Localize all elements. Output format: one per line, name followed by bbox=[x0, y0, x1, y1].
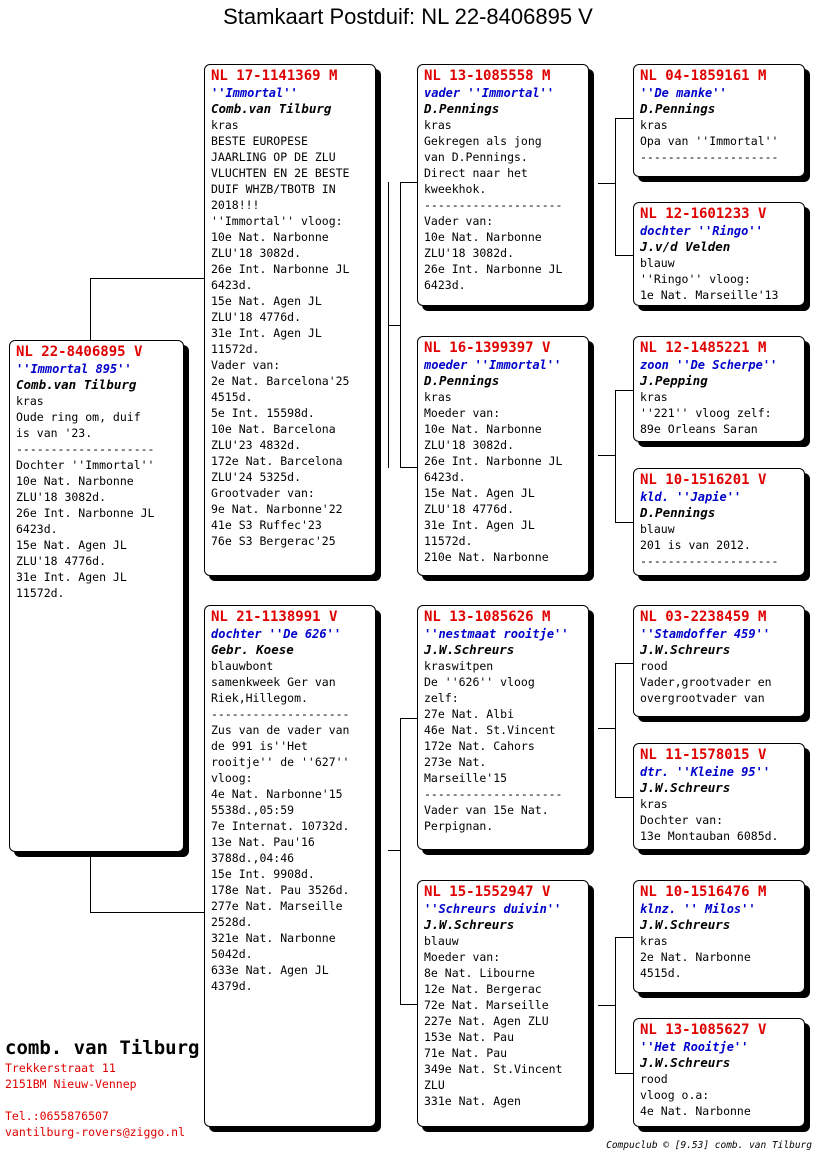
detail-line: 76e S3 Bergerac'25 bbox=[211, 534, 336, 548]
owner-name: Comb.van Tilburg bbox=[16, 377, 137, 392]
pigeon-card-mother-father-mother bbox=[633, 743, 805, 850]
detail-line: 8e Nat. Libourne bbox=[424, 966, 535, 980]
detail-line: -------------------- bbox=[16, 442, 155, 456]
ring-number: NL 21-1138991 V bbox=[211, 609, 338, 625]
pigeon-card-father-father-father bbox=[633, 64, 805, 177]
detail-line: 2528d. bbox=[211, 915, 253, 929]
detail-line: Vader van: bbox=[424, 214, 494, 228]
connector-line bbox=[615, 390, 616, 523]
detail-line: 31e Int. Agen JL bbox=[16, 570, 127, 584]
detail-line: 2018!!! bbox=[211, 198, 260, 212]
connector-line bbox=[598, 1005, 615, 1006]
detail-line: blauwbont bbox=[211, 659, 274, 673]
detail-line: 6423d. bbox=[424, 278, 466, 292]
detail-line: 11572d. bbox=[16, 586, 65, 600]
detail-line: 4e Nat. Narbonne bbox=[640, 1104, 751, 1118]
detail-line: 277e Nat. Marseille bbox=[211, 899, 343, 913]
detail-line: ''221'' vloog zelf: bbox=[640, 406, 772, 420]
pigeon-name: ''Immortal 895'' bbox=[16, 362, 132, 376]
pigeon-name: ''De manke'' bbox=[640, 86, 727, 100]
detail-line: 172e Nat. Barcelona bbox=[211, 454, 343, 468]
detail-line: Dochter van: bbox=[640, 813, 724, 827]
detail-line: 2e Nat. Barcelona'25 bbox=[211, 374, 350, 388]
detail-line: ZLU'18 4776d. bbox=[211, 310, 302, 324]
detail-line: 178e Nat. Pau 3526d. bbox=[211, 883, 350, 897]
detail-line: 5e Int. 15598d. bbox=[211, 406, 315, 420]
detail-line: 26e Int. Narbonne JL bbox=[211, 262, 350, 276]
owner-name: J.W.Schreurs bbox=[640, 642, 731, 657]
detail-line: 4515d. bbox=[640, 966, 682, 980]
ring-number: NL 10-1516201 V bbox=[640, 472, 767, 488]
pigeon-card-father-mother-mother bbox=[633, 468, 805, 576]
ring-number: NL 13-1085627 V bbox=[640, 1022, 767, 1038]
detail-line: 201 is van 2012. bbox=[640, 538, 751, 552]
ring-number: NL 16-1399397 V bbox=[424, 340, 551, 356]
connector-line bbox=[400, 182, 417, 183]
connector-line bbox=[400, 182, 401, 468]
detail-line: Direct naar het bbox=[424, 166, 528, 180]
detail-line: kras bbox=[640, 934, 668, 948]
detail-line: ''Ringo'' vloog: bbox=[640, 272, 751, 286]
ring-number: NL 10-1516476 M bbox=[640, 884, 767, 900]
detail-line: 633e Nat. Agen JL bbox=[211, 963, 329, 977]
detail-line: Zus van de vader van bbox=[211, 723, 350, 737]
pigeon-card-father-mother bbox=[417, 336, 589, 576]
detail-line: -------------------- bbox=[640, 554, 779, 568]
detail-line: 41e S3 Ruffec'23 bbox=[211, 518, 322, 532]
breeder-email: vantilburg-rovers@ziggo.nl bbox=[5, 1125, 186, 1139]
pigeon-name: vader ''Immortal'' bbox=[424, 86, 555, 100]
detail-line: 10e Nat. Narbonne bbox=[424, 230, 542, 244]
detail-line: 31e Int. Agen JL bbox=[424, 518, 535, 532]
detail-line: kras bbox=[640, 797, 668, 811]
detail-line: Grootvader van: bbox=[211, 486, 315, 500]
detail-line: 31e Int. Agen JL bbox=[211, 326, 322, 340]
breeder-city: 2151BM Nieuw-Vennep bbox=[5, 1077, 137, 1091]
detail-line: samenkweek Ger van bbox=[211, 675, 336, 689]
pigeon-card-mother-mother-father bbox=[633, 880, 805, 993]
detail-line: 349e Nat. St.Vincent bbox=[424, 1062, 563, 1076]
pigeon-name: dochter ''Ringo'' bbox=[640, 224, 763, 238]
owner-name: J.W.Schreurs bbox=[640, 917, 731, 932]
pigeon-name: ''Het Rooitje'' bbox=[640, 1040, 749, 1054]
detail-line: 9e Nat. Narbonne'22 bbox=[211, 502, 343, 516]
detail-line: JAARLING OP DE ZLU bbox=[211, 150, 336, 164]
detail-line: 15e Nat. Agen JL bbox=[211, 294, 322, 308]
detail-line: 153e Nat. Pau bbox=[424, 1030, 515, 1044]
owner-name: D.Pennings bbox=[640, 505, 716, 520]
detail-line: ZLU'18 3082d. bbox=[16, 490, 107, 504]
pigeon-name: moeder ''Immortal'' bbox=[424, 358, 562, 372]
detail-line: Vader,grootvader en bbox=[640, 675, 772, 689]
detail-line: rood bbox=[640, 659, 668, 673]
detail-line: 15e Nat. Agen JL bbox=[16, 538, 127, 552]
pigeon-card-father-father-mother bbox=[633, 202, 805, 306]
detail-line: ZLU'18 4776d. bbox=[16, 554, 107, 568]
detail-line: 7e Internat. 10732d. bbox=[211, 819, 350, 833]
ring-number: NL 12-1485221 M bbox=[640, 340, 767, 356]
detail-line: 27e Nat. Albi bbox=[424, 707, 515, 721]
detail-line: rood bbox=[640, 1072, 668, 1086]
connector-line bbox=[615, 937, 616, 1074]
detail-line: 13e Montauban 6085d. bbox=[640, 829, 779, 843]
detail-line: De ''626'' vloog bbox=[424, 675, 535, 689]
detail-line: rooitje'' de ''627'' bbox=[211, 755, 350, 769]
detail-line: 11572d. bbox=[424, 534, 473, 548]
detail-line: de 991 is''Het bbox=[211, 739, 308, 753]
detail-line: 13e Nat. Pau'16 bbox=[211, 835, 315, 849]
detail-line: 12e Nat. Bergerac bbox=[424, 982, 542, 996]
owner-name: J.W.Schreurs bbox=[640, 1055, 731, 1070]
detail-line: 71e Nat. Pau bbox=[424, 1046, 508, 1060]
detail-line: kras bbox=[640, 390, 668, 404]
detail-line: -------------------- bbox=[424, 787, 563, 801]
detail-line: vloog o.a: bbox=[640, 1088, 710, 1102]
pigeon-card-father bbox=[204, 64, 376, 576]
connector-line bbox=[400, 718, 401, 1005]
detail-line: Vader van: bbox=[211, 358, 281, 372]
detail-line: 4515d. bbox=[211, 390, 253, 404]
pigeon-name: zoon ''De Scherpe'' bbox=[640, 358, 778, 372]
owner-name: J.W.Schreurs bbox=[424, 642, 515, 657]
ring-number: NL 22-8406895 V bbox=[16, 344, 143, 360]
detail-line: ZLU'23 4832d. bbox=[211, 438, 302, 452]
detail-line: Dochter ''Immortal'' bbox=[16, 458, 155, 472]
owner-name: Comb.van Tilburg bbox=[211, 101, 332, 116]
owner-name: D.Pennings bbox=[424, 101, 500, 116]
connector-line bbox=[615, 937, 633, 938]
breeder-phone: Tel.:0655876507 bbox=[5, 1109, 109, 1123]
connector-line bbox=[615, 390, 633, 391]
owner-name: D.Pennings bbox=[640, 101, 716, 116]
detail-line: blauw bbox=[640, 522, 675, 536]
detail-line: Moeder van: bbox=[424, 950, 501, 964]
connector-line bbox=[615, 1073, 633, 1074]
ring-number: NL 03-2238459 M bbox=[640, 609, 767, 625]
detail-line: ZLU'18 3082d. bbox=[424, 246, 515, 260]
detail-line: overgrootvader van bbox=[640, 691, 765, 705]
detail-line: 2e Nat. Narbonne bbox=[640, 950, 751, 964]
connector-line bbox=[615, 118, 616, 256]
detail-line: zelf: bbox=[424, 691, 459, 705]
detail-line: 26e Int. Narbonne JL bbox=[16, 506, 155, 520]
detail-line: 172e Nat. Cahors bbox=[424, 739, 535, 753]
detail-line: ZLU'18 3082d. bbox=[211, 246, 302, 260]
connector-line bbox=[615, 118, 633, 119]
connector-line bbox=[615, 663, 633, 664]
detail-line: Oude ring om, duif bbox=[16, 410, 141, 424]
pigeon-card-mother bbox=[204, 605, 376, 1127]
detail-line: kras bbox=[424, 390, 452, 404]
detail-line: 227e Nat. Agen ZLU bbox=[424, 1014, 549, 1028]
detail-line: is van '23. bbox=[16, 426, 93, 440]
connector-line bbox=[90, 278, 204, 279]
detail-line: kraswitpen bbox=[424, 659, 494, 673]
pigeon-card-subject bbox=[9, 340, 184, 852]
detail-line: kras bbox=[211, 118, 239, 132]
owner-name: D.Pennings bbox=[424, 373, 500, 388]
detail-line: 26e Int. Narbonne JL bbox=[424, 454, 563, 468]
pigeon-card-mother-mother bbox=[417, 880, 589, 1127]
connector-line bbox=[90, 852, 91, 912]
owner-name: J.Pepping bbox=[640, 373, 708, 388]
detail-line: 4379d. bbox=[211, 979, 253, 993]
detail-line: kras bbox=[424, 118, 452, 132]
ring-number: NL 11-1578015 V bbox=[640, 747, 767, 763]
detail-line: -------------------- bbox=[424, 198, 563, 212]
pigeon-name: ''Immortal'' bbox=[211, 86, 298, 100]
owner-name: Gebr. Koese bbox=[211, 642, 294, 657]
detail-line: Perpignan. bbox=[424, 819, 494, 833]
detail-line: VLUCHTEN EN 2E BESTE bbox=[211, 166, 350, 180]
detail-line: kras bbox=[16, 394, 44, 408]
detail-line: 6423d. bbox=[16, 522, 58, 536]
connector-line bbox=[598, 728, 615, 729]
detail-line: 5042d. bbox=[211, 947, 253, 961]
ring-number: NL 12-1601233 V bbox=[640, 206, 767, 222]
detail-line: 4e Nat. Narbonne'15 bbox=[211, 787, 343, 801]
connector-line bbox=[400, 467, 417, 468]
detail-line: Vader van 15e Nat. bbox=[424, 803, 549, 817]
detail-line: ZLU'18 3082d. bbox=[424, 438, 515, 452]
detail-line: ZLU'18 4776d. bbox=[424, 502, 515, 516]
pigeon-name: ''Schreurs duivin'' bbox=[424, 902, 562, 916]
detail-line: Opa van ''Immortal'' bbox=[640, 134, 779, 148]
software-credit: Compuclub © [9.53] comb. van Tilburg bbox=[606, 1140, 812, 1151]
connector-line bbox=[615, 522, 633, 523]
detail-line: 5538d.,05:59 bbox=[211, 803, 295, 817]
detail-line: 6423d. bbox=[424, 470, 466, 484]
detail-line: 210e Nat. Narbonne bbox=[424, 550, 549, 564]
detail-line: Riek,Hillegom. bbox=[211, 691, 308, 705]
connector-line bbox=[598, 183, 615, 184]
detail-line: 10e Nat. Narbonne bbox=[16, 474, 134, 488]
connector-line bbox=[388, 325, 400, 326]
page-title: Stamkaart Postduif: NL 22-8406895 V bbox=[223, 4, 593, 29]
detail-line: 72e Nat. Marseille bbox=[424, 998, 549, 1012]
detail-line: DUIF WHZB/TBOTB IN bbox=[211, 182, 336, 196]
connector-line bbox=[615, 663, 616, 798]
detail-line: ZLU'24 5325d. bbox=[211, 470, 302, 484]
detail-line: -------------------- bbox=[211, 707, 350, 721]
detail-line: 3788d.,04:46 bbox=[211, 851, 295, 865]
ring-number: NL 13-1085626 M bbox=[424, 609, 551, 625]
detail-line: ''Immortal'' vloog: bbox=[211, 214, 343, 228]
detail-line: blauw bbox=[424, 934, 459, 948]
pigeon-name: kld. ''Japie'' bbox=[640, 490, 742, 504]
owner-name: J.W.Schreurs bbox=[424, 917, 515, 932]
detail-line: Moeder van: bbox=[424, 406, 501, 420]
detail-line: 26e Int. Narbonne JL bbox=[424, 262, 563, 276]
owner-name: J.v/d Velden bbox=[640, 239, 731, 254]
detail-line: 321e Nat. Narbonne bbox=[211, 931, 336, 945]
detail-line: 10e Nat. Narbonne bbox=[211, 230, 329, 244]
connector-line bbox=[90, 278, 91, 340]
ring-number: NL 13-1085558 M bbox=[424, 68, 551, 84]
breeder-street: Trekkerstraat 11 bbox=[5, 1061, 116, 1075]
ring-number: NL 04-1859161 M bbox=[640, 68, 767, 84]
connector-line bbox=[400, 1004, 417, 1005]
detail-line: 1e Nat. Marseille'13 bbox=[640, 288, 779, 302]
owner-name: J.W.Schreurs bbox=[640, 780, 731, 795]
detail-line: ZLU bbox=[424, 1078, 445, 1092]
pigeon-card-father-father bbox=[417, 64, 589, 306]
detail-line: 46e Nat. St.Vincent bbox=[424, 723, 556, 737]
detail-line: 10e Nat. Barcelona bbox=[211, 422, 336, 436]
ring-number: NL 15-1552947 V bbox=[424, 884, 551, 900]
pigeon-name: klnz. '' Milos'' bbox=[640, 902, 756, 916]
pigeon-card-father-mother-father bbox=[633, 336, 805, 442]
detail-line: 11572d. bbox=[211, 342, 260, 356]
detail-line: blauw bbox=[640, 256, 675, 270]
detail-line: 273e Nat. bbox=[424, 755, 487, 769]
pigeon-card-mother-father bbox=[417, 605, 589, 850]
detail-line: vloog: bbox=[211, 771, 253, 785]
connector-line bbox=[90, 912, 204, 913]
pigeon-card-mother-father-father bbox=[633, 605, 805, 717]
connector-line bbox=[598, 455, 615, 456]
pigeon-name: ''Stamdoffer 459'' bbox=[640, 627, 771, 641]
detail-line: kras bbox=[640, 118, 668, 132]
detail-line: kweekhok. bbox=[424, 182, 487, 196]
detail-line: 89e Orleans Saran bbox=[640, 422, 758, 436]
ring-number: NL 17-1141369 M bbox=[211, 68, 338, 84]
detail-line: BESTE EUROPESE bbox=[211, 134, 308, 148]
detail-line: Gekregen als jong bbox=[424, 134, 542, 148]
breeder-name: comb. van Tilburg bbox=[5, 1037, 200, 1059]
detail-line: 6423d. bbox=[211, 278, 253, 292]
detail-line: -------------------- bbox=[640, 150, 779, 164]
pigeon-name: dtr. ''Kleine 95'' bbox=[640, 765, 771, 779]
pigeon-name: ''nestmaat rooitje'' bbox=[424, 627, 569, 641]
pigeon-card-mother-mother-mother bbox=[633, 1018, 805, 1127]
connector-line bbox=[615, 797, 633, 798]
detail-line: 15e Int. 9908d. bbox=[211, 867, 315, 881]
detail-line: 15e Nat. Agen JL bbox=[424, 486, 535, 500]
pigeon-name: dochter ''De 626'' bbox=[211, 627, 342, 641]
detail-line: 10e Nat. Narbonne bbox=[424, 422, 542, 436]
detail-line: Marseille'15 bbox=[424, 771, 508, 785]
detail-line: 331e Nat. Agen bbox=[424, 1094, 521, 1108]
detail-line: van D.Pennings. bbox=[424, 150, 528, 164]
connector-line bbox=[615, 255, 633, 256]
connector-line bbox=[400, 718, 417, 719]
connector-line bbox=[388, 850, 400, 851]
